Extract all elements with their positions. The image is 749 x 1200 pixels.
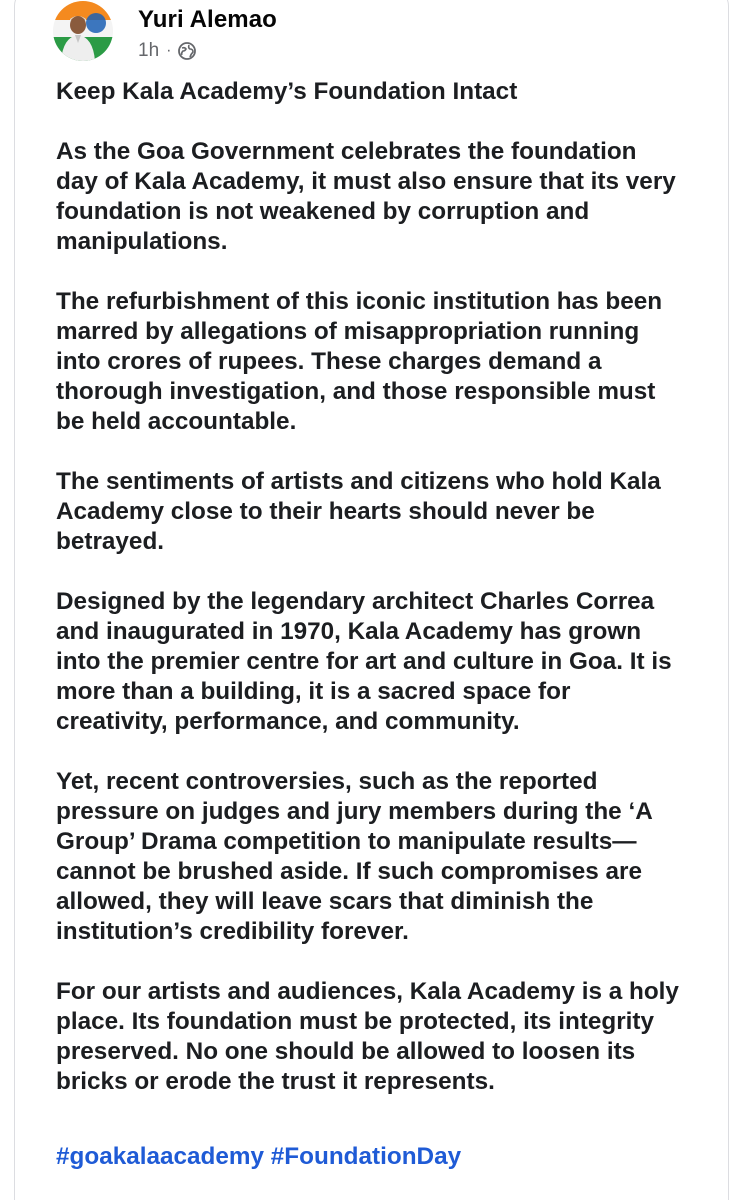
post-hashtags — [56, 1142, 461, 1172]
post-text-line: creativity, performance, and community. — [56, 708, 520, 735]
author-avatar[interactable] — [53, 1, 113, 61]
paragraph-gap — [56, 557, 736, 587]
post-text-line: For our artists and audiences, Kala Academy is a holy — [56, 978, 679, 1005]
paragraph-gap — [56, 737, 736, 767]
post-text-line: day of Kala Academy, it must also ensure that its very — [56, 168, 676, 195]
post-text-line: Academy close to their hearts should never be — [56, 498, 595, 525]
post-meta — [138, 40, 197, 62]
post-text-line: more than a building, it is a sacred space for — [56, 678, 571, 705]
post-text-line: Group’ Drama competition to manipulate results— — [56, 828, 637, 855]
post-text-line: manipulations. — [56, 228, 228, 255]
post-heading-line: Keep Kala Academy’s Foundation Intact — [56, 78, 518, 105]
post-text-line: As the Goa Government celebrates the foundation — [56, 138, 637, 165]
author-name[interactable]: Yuri Alemao — [138, 6, 277, 33]
post-text-line: allowed, they will leave scars that diminish the — [56, 888, 594, 915]
post-text-line: bricks or erode the trust it represents. — [56, 1068, 495, 1095]
globe-icon[interactable] — [177, 41, 197, 61]
post-text-line: cannot be brushed aside. If such compromises are — [56, 858, 642, 885]
post-text-line: The sentiments of artists and citizens who hold Kala — [56, 468, 661, 495]
post-text-line: into the premier centre for art and culture in Goa. It is — [56, 648, 672, 675]
paragraph-gap — [56, 257, 736, 287]
paragraph-gap — [56, 437, 736, 467]
post-text-line: marred by allegations of misappropriation running — [56, 318, 640, 345]
post-text-line: thorough investigation, and those responsible must — [56, 378, 656, 405]
post-text-line: Yet, recent controversies, such as the reported — [56, 768, 598, 795]
post-text-line: into crores of rupees. These charges demand a — [56, 348, 602, 375]
post-text-line: place. Its foundation must be protected, its integrity — [56, 1008, 655, 1035]
meta-separator: · — [166, 42, 172, 59]
post-text-line: pressure on judges and jury members during the ‘A — [56, 798, 653, 825]
post-text-line: foundation is not weakened by corruption and — [56, 198, 590, 225]
post-text-line: and inaugurated in 1970, Kala Academy has grown — [56, 618, 642, 645]
post-text-line: Designed by the legendary architect Charles Correa — [56, 588, 655, 615]
post-header — [35, 0, 715, 69]
post-text-line: betrayed. — [56, 528, 165, 555]
hashtag-goakalaacademy[interactable]: #goakalaacademy — [56, 1143, 265, 1170]
paragraph-gap — [56, 947, 736, 977]
post-text-line: institution’s credibility forever. — [56, 918, 409, 945]
post-text-line: preserved. No one should be allowed to loosen its — [56, 1038, 636, 1065]
post-text — [56, 77, 736, 1097]
post-text-line: The refurbishment of this iconic institution has been — [56, 288, 663, 315]
post-timestamp[interactable]: 1h — [138, 40, 160, 61]
post-card — [14, 0, 729, 1200]
paragraph-gap — [56, 107, 736, 137]
post-text-line: be held accountable. — [56, 408, 297, 435]
hashtag-foundationday[interactable]: #FoundationDay — [270, 1143, 462, 1170]
